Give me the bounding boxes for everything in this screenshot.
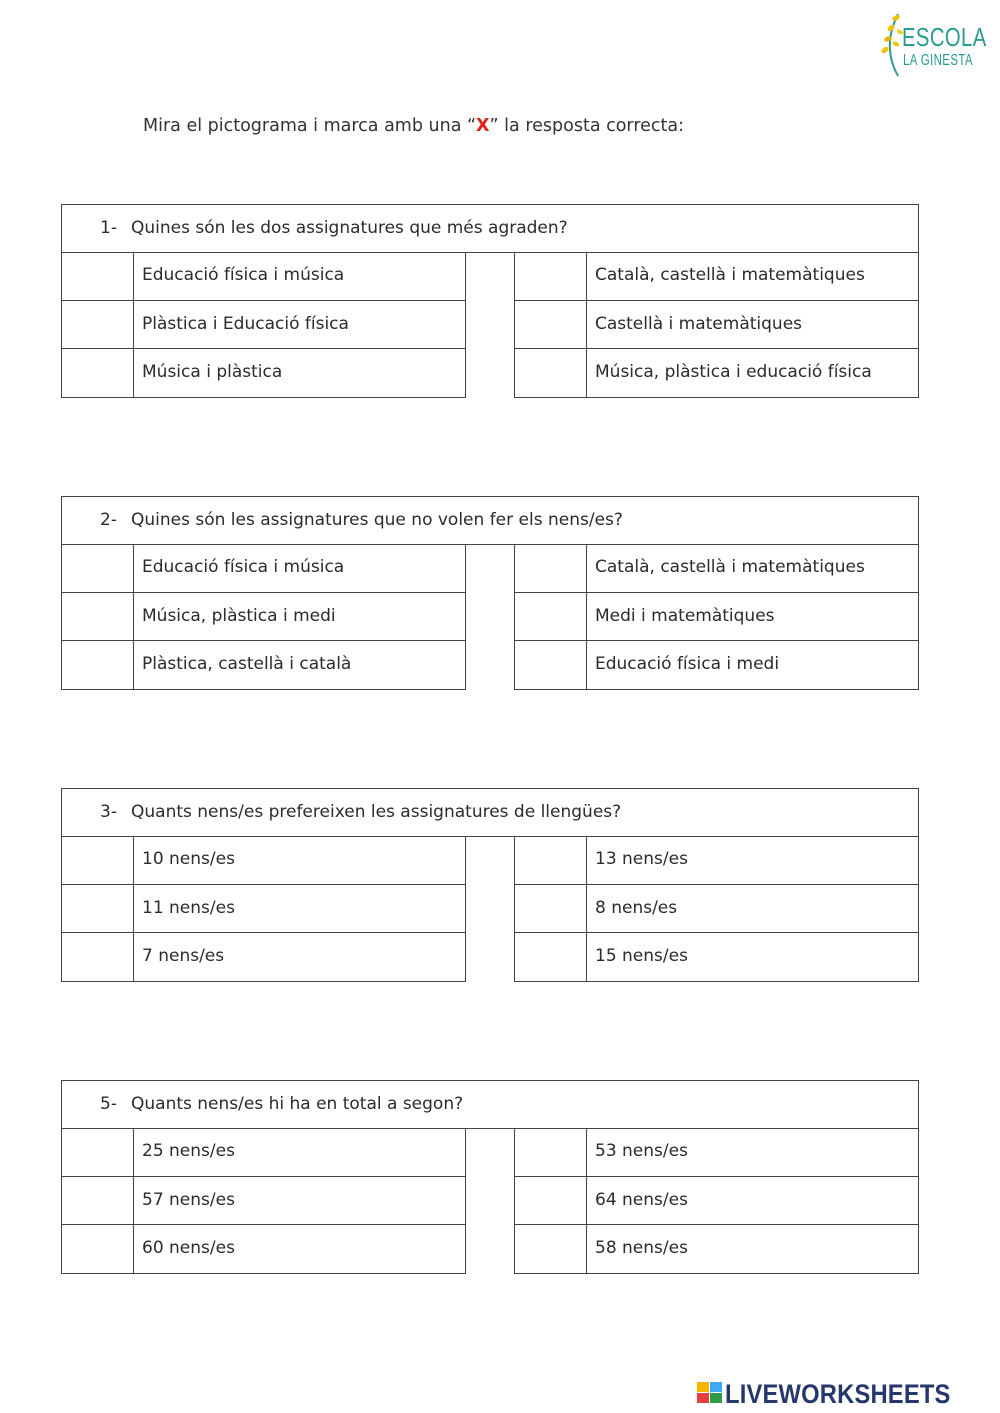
option-row: [62, 1128, 465, 1176]
answer-checkbox[interactable]: [515, 301, 587, 349]
answer-checkbox[interactable]: [515, 544, 587, 592]
options-left: [61, 544, 466, 690]
school-logo: [876, 8, 987, 78]
option-row: [62, 640, 465, 689]
option-label: 15 nens/es: [595, 946, 688, 966]
logo-line2: LA GINESTA: [903, 52, 973, 69]
option-row: [62, 300, 465, 349]
option-label: 60 nens/es: [142, 1238, 235, 1258]
option-label: 11 nens/es: [142, 898, 235, 918]
question-number: 5-: [100, 1094, 117, 1114]
answer-checkbox[interactable]: [515, 885, 587, 933]
instruction-text: [143, 116, 684, 136]
question-number: 2-: [100, 510, 117, 530]
answer-checkbox[interactable]: [62, 641, 134, 689]
options-right: [514, 1128, 919, 1274]
option-label: 25 nens/es: [142, 1141, 235, 1161]
option-row: [515, 884, 918, 933]
options-right: [514, 544, 919, 690]
option-label: Música i plàstica: [142, 362, 283, 382]
option-row: [515, 544, 918, 592]
option-label: Música, plàstica i medi: [142, 606, 336, 626]
option-row: [515, 1176, 918, 1225]
option-label: 7 nens/es: [142, 946, 225, 966]
options-left: [61, 1128, 466, 1274]
option-row: [515, 592, 918, 641]
question-text: Quines són les dos assignatures que més agraden?: [131, 218, 568, 238]
option-label: 8 nens/es: [595, 898, 678, 918]
answer-checkbox[interactable]: [62, 593, 134, 641]
option-row: [515, 1128, 918, 1176]
answer-checkbox[interactable]: [515, 1225, 587, 1273]
answer-checkbox[interactable]: [62, 1128, 134, 1176]
answer-checkbox[interactable]: [515, 933, 587, 981]
liveworksheets-watermark: [697, 1378, 997, 1408]
option-row: [62, 932, 465, 981]
instruction-mark: X: [476, 116, 490, 136]
option-row: [62, 592, 465, 641]
option-label: 57 nens/es: [142, 1190, 235, 1210]
question-number: 1-: [100, 218, 117, 238]
question-text: Quines són les assignatures que no volen fer els nens/es?: [131, 510, 623, 530]
option-row: [62, 1176, 465, 1225]
answer-checkbox[interactable]: [515, 252, 587, 300]
answer-checkbox[interactable]: [62, 933, 134, 981]
logo-line1: ESCOLA: [902, 22, 987, 52]
answer-checkbox[interactable]: [515, 1128, 587, 1176]
question-text: Quants nens/es prefereixen les assignatures de llengües?: [131, 802, 622, 822]
option-label: 64 nens/es: [595, 1190, 688, 1210]
answer-checkbox[interactable]: [62, 885, 134, 933]
question-block-1: [61, 204, 919, 398]
option-row: [515, 348, 918, 397]
option-label: Castellà i matemàtiques: [595, 314, 803, 334]
answer-checkbox[interactable]: [62, 1177, 134, 1225]
options-left: [61, 252, 466, 398]
option-row: [515, 1224, 918, 1273]
option-label: Educació física i medi: [595, 654, 780, 674]
question-header: [61, 204, 919, 253]
question-header: [61, 496, 919, 545]
option-row: [515, 640, 918, 689]
option-label: 53 nens/es: [595, 1141, 688, 1161]
answer-checkbox[interactable]: [515, 1177, 587, 1225]
question-number: 3-: [100, 802, 117, 822]
options-right: [514, 836, 919, 982]
answer-checkbox[interactable]: [62, 544, 134, 592]
option-label: Educació física i música: [142, 557, 345, 577]
option-label: 58 nens/es: [595, 1238, 688, 1258]
instruction-after: ” la resposta correcta:: [489, 116, 684, 136]
option-label: Música, plàstica i educació física: [595, 362, 872, 382]
option-row: [62, 348, 465, 397]
option-label: Educació física i música: [142, 265, 345, 285]
answer-checkbox[interactable]: [62, 252, 134, 300]
option-row: [62, 544, 465, 592]
option-row: [62, 1224, 465, 1273]
answer-checkbox[interactable]: [62, 301, 134, 349]
option-label: Plàstica i Educació física: [142, 314, 349, 334]
options-right: [514, 252, 919, 398]
option-row: [515, 300, 918, 349]
option-label: Català, castellà i matemàtiques: [595, 557, 865, 577]
answer-checkbox[interactable]: [515, 349, 587, 397]
answer-checkbox[interactable]: [62, 1225, 134, 1273]
answer-checkbox[interactable]: [62, 349, 134, 397]
option-row: [515, 932, 918, 981]
instruction-before: Mira el pictograma i marca amb una “: [143, 116, 477, 136]
liveworksheets-brand: LIVEWORKSHEETS: [725, 1379, 951, 1409]
option-label: 13 nens/es: [595, 849, 688, 869]
option-row: [515, 252, 918, 300]
options-left: [61, 836, 466, 982]
option-row: [515, 836, 918, 884]
option-row: [62, 252, 465, 300]
answer-checkbox[interactable]: [515, 641, 587, 689]
question-header: [61, 788, 919, 837]
question-header: [61, 1080, 919, 1129]
option-row: [62, 884, 465, 933]
liveworksheets-icon: [697, 1382, 723, 1404]
answer-checkbox[interactable]: [515, 836, 587, 884]
option-label: Català, castellà i matemàtiques: [595, 265, 865, 285]
option-label: 10 nens/es: [142, 849, 235, 869]
question-block-3: [61, 788, 919, 982]
option-row: [62, 836, 465, 884]
answer-checkbox[interactable]: [515, 593, 587, 641]
option-label: Medi i matemàtiques: [595, 606, 775, 626]
answer-checkbox[interactable]: [62, 836, 134, 884]
option-label: Plàstica, castellà i català: [142, 654, 352, 674]
question-block-5: [61, 1080, 919, 1274]
question-block-2: [61, 496, 919, 690]
question-text: Quants nens/es hi ha en total a segon?: [131, 1094, 464, 1114]
